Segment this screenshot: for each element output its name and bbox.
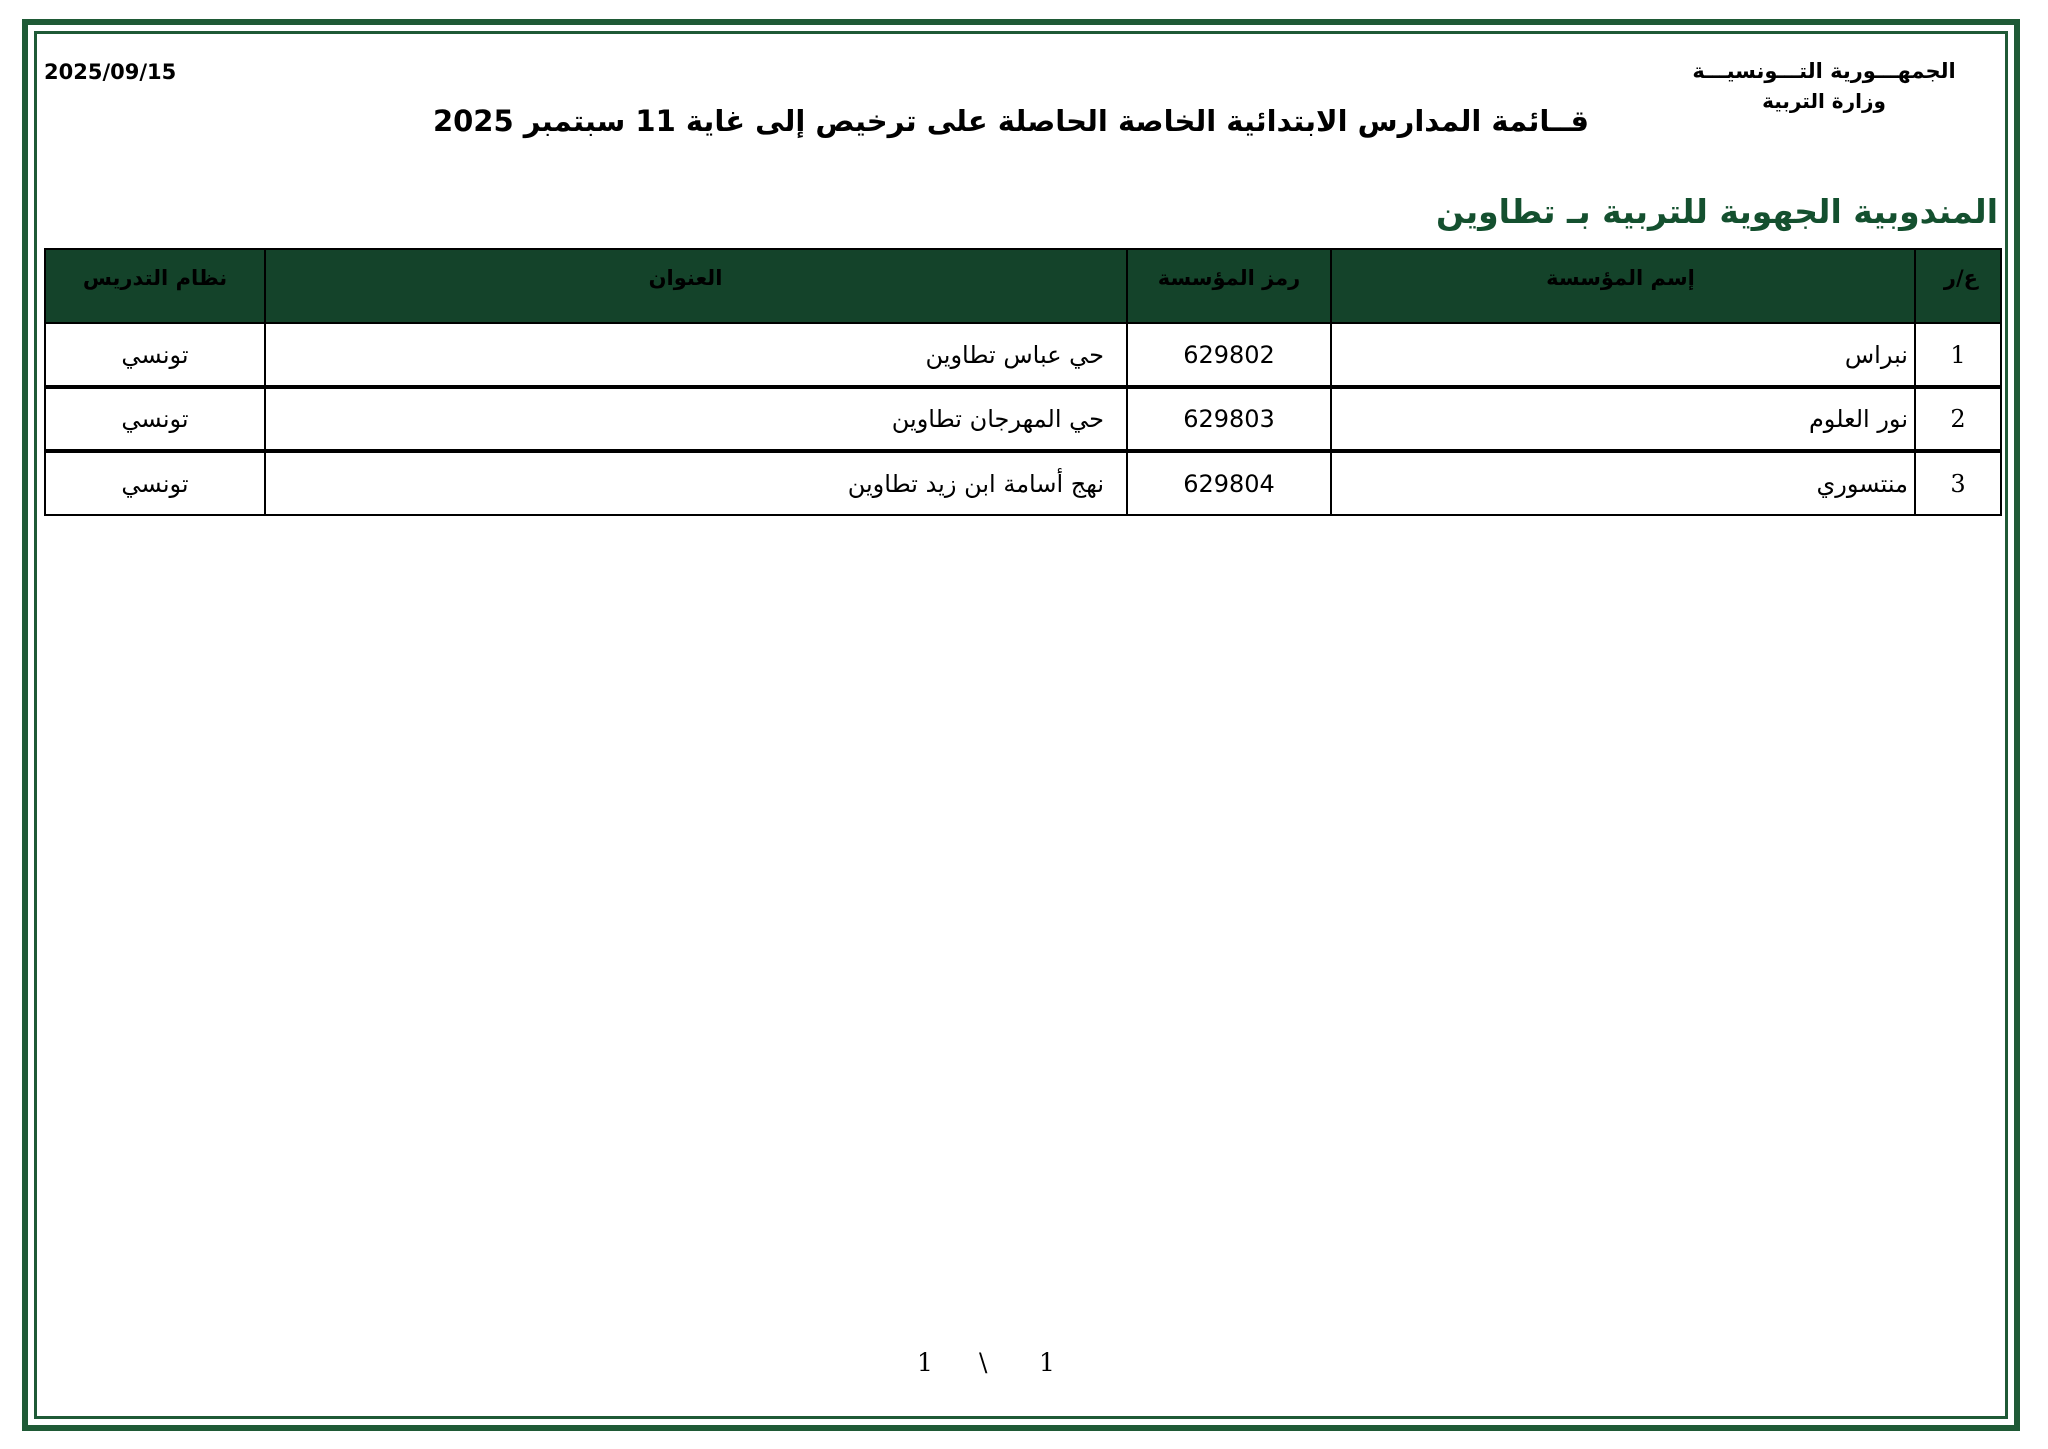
school-code: 629803 — [1127, 387, 1331, 451]
section-title: المندوبية الجهوية للتربية بـ تطاوين — [1436, 192, 1998, 231]
school-name: نبراس — [1331, 323, 1915, 387]
document-date: 2025/09/15 — [44, 60, 177, 84]
column-header-system: نظام التدريس — [45, 249, 265, 323]
page-total: 1 — [917, 1348, 933, 1377]
column-header-name: إسم المؤسسة — [1331, 249, 1915, 323]
page-current: 1 — [1039, 1348, 1055, 1377]
schools-table — [44, 248, 2002, 516]
document-title: قــائمة المدارس الابتدائية الخاصة الحاصلة على ترخيص إلى غاية 11 سبتمبر 2025 — [432, 104, 1590, 138]
row-index: 2 — [1915, 387, 2001, 451]
ministry-name: وزارة التربية — [1762, 89, 1886, 113]
country-name: الجمهـــورية التـــونسيـــة — [1692, 59, 1956, 83]
column-header-code: رمز المؤسسة — [1127, 249, 1331, 323]
school-name: منتسوري — [1331, 451, 1915, 515]
page-number — [905, 1348, 1055, 1378]
table-row — [45, 323, 2001, 387]
teaching-system: تونسي — [45, 387, 265, 451]
column-header-index: ع/ر — [1915, 249, 2001, 323]
school-address: حي عباس تطاوين — [265, 323, 1127, 387]
school-address: نهج أسامة ابن زيد تطاوين — [265, 451, 1127, 515]
teaching-system: تونسي — [45, 323, 265, 387]
school-name: نور العلوم — [1331, 387, 1915, 451]
table-row — [45, 451, 2001, 515]
table-row — [45, 387, 2001, 451]
row-index: 1 — [1915, 323, 2001, 387]
table-header-row — [45, 249, 2001, 323]
page-separator: \ — [979, 1348, 988, 1377]
row-index: 3 — [1915, 451, 2001, 515]
teaching-system: تونسي — [45, 451, 265, 515]
school-address: حي المهرجان تطاوين — [265, 387, 1127, 451]
page-border-inner — [34, 31, 2008, 1419]
school-code: 629804 — [1127, 451, 1331, 515]
school-code: 629802 — [1127, 323, 1331, 387]
column-header-address: العنوان — [265, 249, 1127, 323]
